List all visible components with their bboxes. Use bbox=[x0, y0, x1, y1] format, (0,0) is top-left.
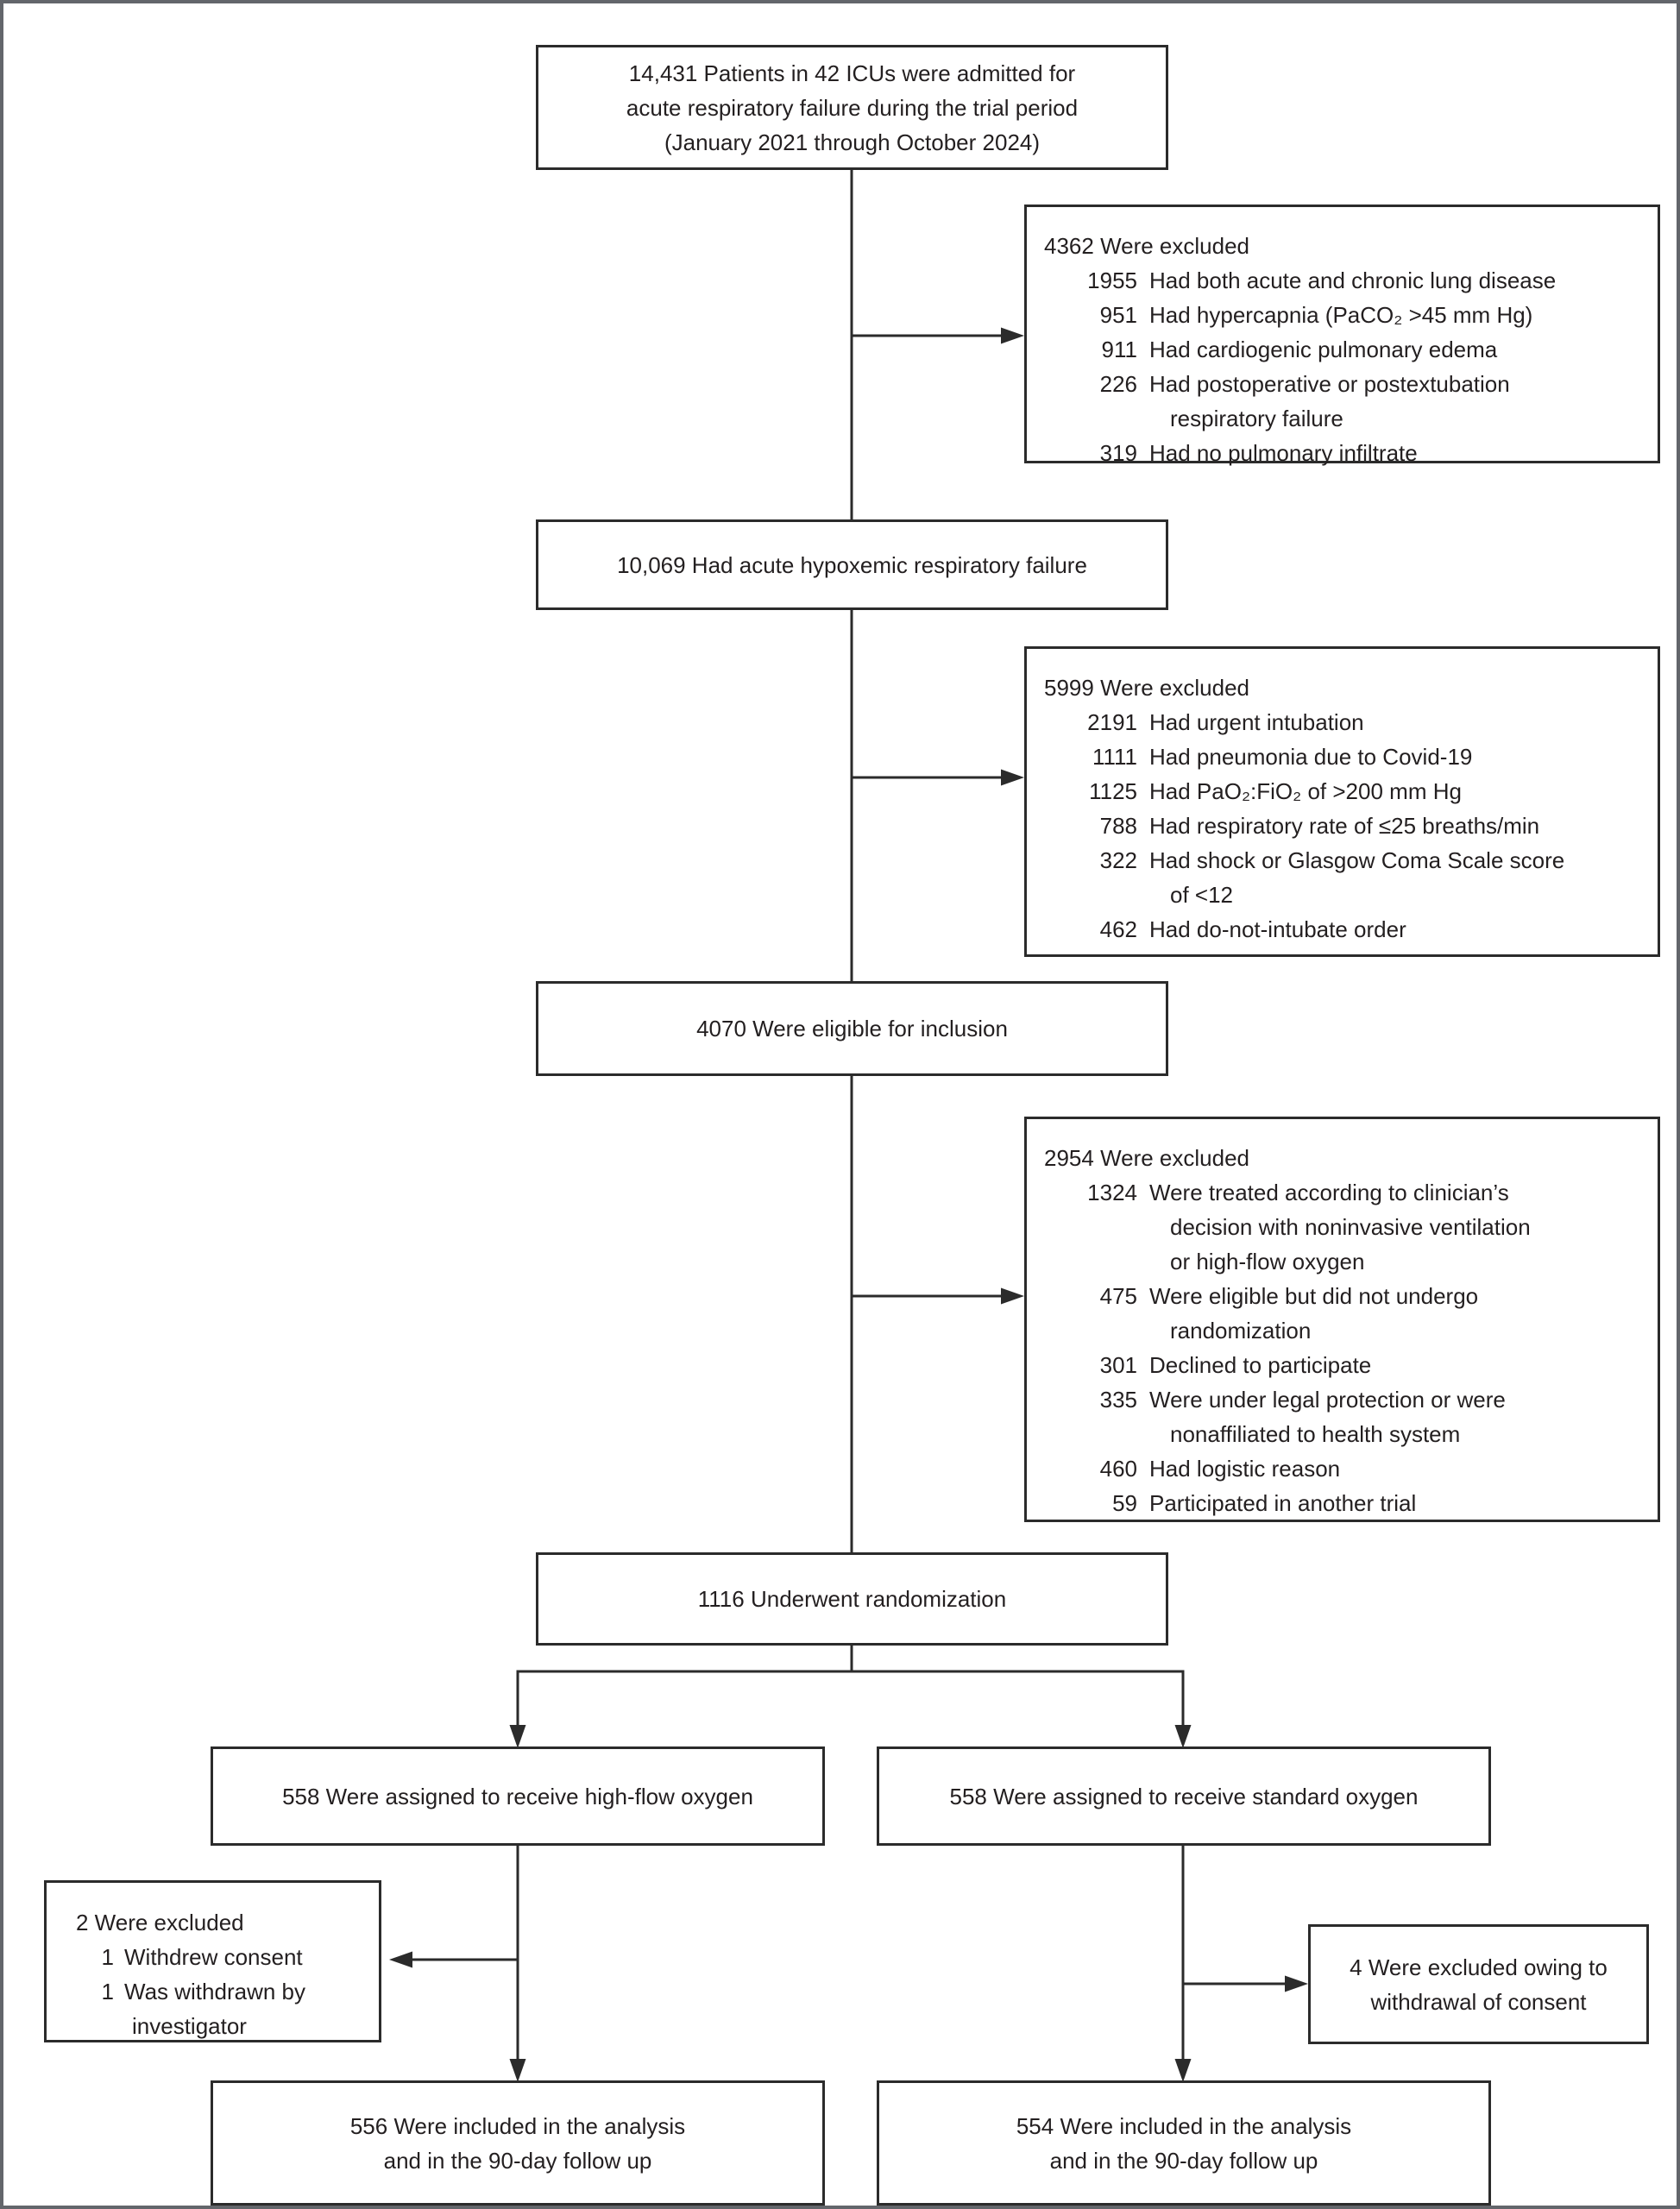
box-excluded-standard bbox=[1308, 1924, 1649, 2044]
excluded1-item-continuation: respiratory failure bbox=[1170, 406, 1343, 431]
admitted-line-2: acute respiratory failure during the trial period bbox=[626, 94, 1079, 121]
excluded-highflow-item: 1 Withdrew consent bbox=[101, 1944, 303, 1970]
box-final-standard bbox=[877, 2080, 1491, 2206]
excluded3-header: 2954 Were excluded bbox=[1044, 1145, 1250, 1171]
box-assigned-standard bbox=[877, 1746, 1491, 1846]
excluded2-item: 1111 Had pneumonia due to Covid-19 bbox=[1092, 744, 1473, 770]
arrowhead-assigned-highflow bbox=[510, 1725, 526, 1748]
box-final-highflow bbox=[211, 2080, 825, 2206]
excluded1-item: 951 Had hypercapnia (PaCO₂ >45 mm Hg) bbox=[1099, 302, 1533, 328]
excluded2-item-continuation: of <12 bbox=[1170, 882, 1234, 908]
excluded3-item: 335 Were under legal protection or were bbox=[1099, 1387, 1506, 1413]
excluded-highflow-item-continuation: investigator bbox=[132, 2013, 247, 2039]
assigned-highflow-label: 558 Were assigned to receive high-flow oxygen bbox=[282, 1783, 753, 1809]
box-assigned-highflow bbox=[211, 1746, 825, 1846]
excluded-highflow-header: 2 Were excluded bbox=[76, 1910, 244, 1935]
arrowhead-excluded1 bbox=[1001, 328, 1024, 344]
box-excluded-highflow bbox=[44, 1880, 381, 2042]
arrowhead-final-highflow bbox=[510, 2059, 526, 2082]
excluded-standard-line-2: withdrawal of consent bbox=[1370, 1988, 1587, 2015]
randomized-label: 1116 Underwent randomization bbox=[697, 1586, 1007, 1612]
admitted-line-1: 14,431 Patients in 42 ICUs were admitted for bbox=[628, 60, 1076, 86]
arrowhead-assigned-standard bbox=[1175, 1725, 1192, 1748]
excluded3-item: 1324 Were treated according to clinician’s bbox=[1087, 1180, 1509, 1205]
excluded3-item-continuation: nonaffiliated to health system bbox=[1170, 1421, 1461, 1447]
arrowhead-excluded-highflow bbox=[389, 1952, 412, 1968]
excluded3-item: 59 Participated in another trial bbox=[1112, 1490, 1417, 1516]
excluded3-item: 460 Had logistic reason bbox=[1099, 1456, 1341, 1482]
excluded2-item: 788 Had respiratory rate of ≤25 breaths/min bbox=[1099, 813, 1540, 839]
excluded3-item-continuation: decision with noninvasive ventilation bbox=[1170, 1214, 1531, 1240]
excluded2-item: 322 Had shock or Glasgow Coma Scale score bbox=[1099, 847, 1565, 873]
excluded3-item: 301 Declined to participate bbox=[1099, 1352, 1372, 1378]
arrowhead-final-standard bbox=[1175, 2059, 1192, 2082]
excluded1-item: 911 Had cardiogenic pulmonary edema bbox=[1101, 337, 1498, 362]
box-excluded-3 bbox=[1024, 1117, 1660, 1522]
excluded3-item: 475 Were eligible but did not undergo bbox=[1099, 1283, 1479, 1309]
excluded1-item: 226 Had postoperative or postextubation bbox=[1099, 371, 1510, 397]
final-highflow-line-1: 556 Were included in the analysis bbox=[349, 2112, 686, 2139]
arrowhead-excluded-standard bbox=[1285, 1976, 1308, 1992]
assigned-standard-label: 558 Were assigned to receive standard oxygen bbox=[949, 1783, 1419, 1809]
excluded3-item-continuation: randomization bbox=[1170, 1318, 1312, 1344]
excluded1-item: 1955 Had both acute and chronic lung disease bbox=[1087, 267, 1557, 293]
excluded3-item-continuation: or high-flow oxygen bbox=[1170, 1249, 1365, 1274]
excluded1-item: 319 Had no pulmonary infiltrate bbox=[1099, 440, 1418, 466]
final-highflow-line-2: and in the 90-day follow up bbox=[383, 2147, 652, 2174]
excluded-standard-line-1: 4 Were excluded owing to bbox=[1350, 1954, 1608, 1980]
excluded1-header: 4362 Were excluded bbox=[1044, 233, 1250, 259]
arrowhead-excluded3 bbox=[1001, 1288, 1024, 1305]
excluded2-item: 1125 Had PaO₂:FiO₂ of >200 mm Hg bbox=[1089, 778, 1462, 804]
box-admitted-patients bbox=[536, 45, 1168, 170]
final-standard-line-2: and in the 90-day follow up bbox=[1049, 2147, 1318, 2174]
box-excluded-2 bbox=[1024, 646, 1660, 957]
excluded-highflow-item: 1 Was withdrawn by bbox=[101, 1979, 305, 2004]
arrowhead-excluded2 bbox=[1001, 770, 1024, 786]
admitted-line-3: (January 2021 through October 2024) bbox=[664, 129, 1041, 155]
eligible-label: 4070 Were eligible for inclusion bbox=[696, 1016, 1008, 1042]
box-excluded-1 bbox=[1024, 205, 1660, 466]
excluded2-item: 2191 Had urgent intubation bbox=[1087, 709, 1364, 735]
box-eligible bbox=[536, 981, 1168, 1076]
box-hypoxemic bbox=[536, 519, 1168, 610]
final-standard-line-1: 554 Were included in the analysis bbox=[1016, 2112, 1352, 2139]
excluded2-header: 5999 Were excluded bbox=[1044, 675, 1250, 701]
hypoxemic-label: 10,069 Had acute hypoxemic respiratory failure bbox=[617, 551, 1087, 578]
excluded2-item: 462 Had do-not-intubate order bbox=[1099, 916, 1406, 942]
box-randomized bbox=[536, 1552, 1168, 1646]
